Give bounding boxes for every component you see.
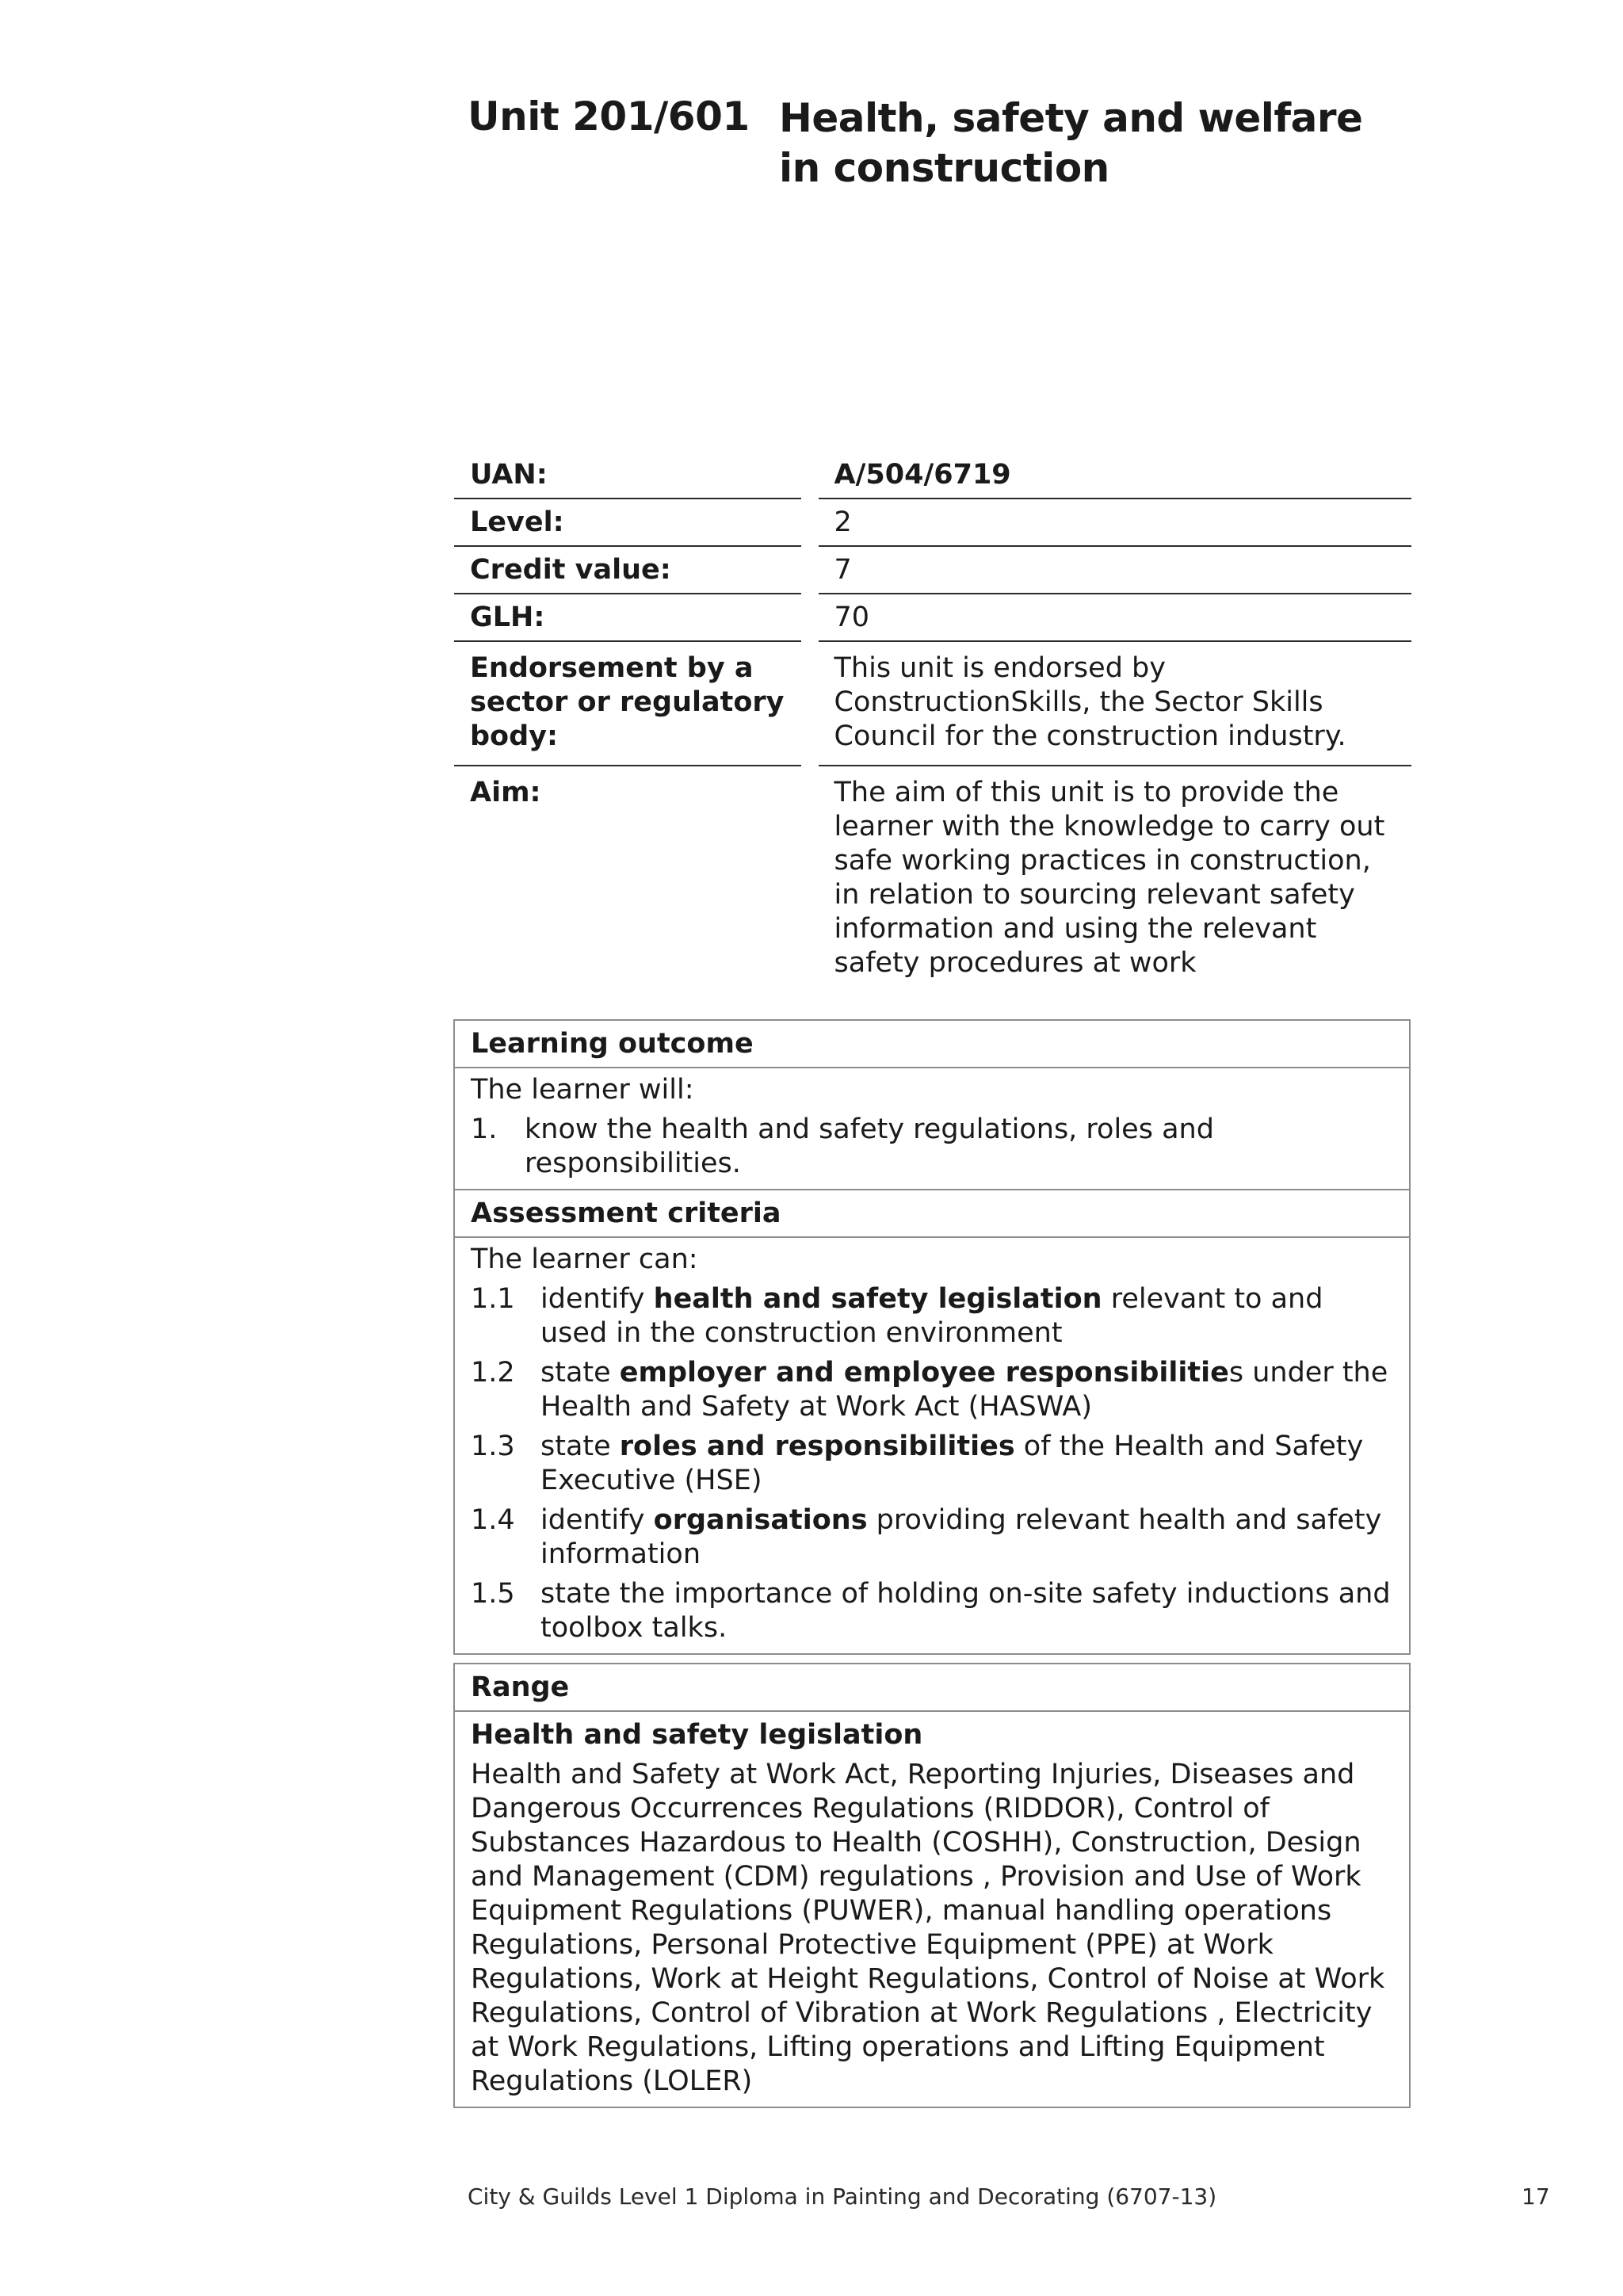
unit-info-table [454, 452, 1411, 991]
glh-label: GLH: [454, 594, 801, 641]
criterion-1-3 [471, 1430, 1393, 1498]
range-body [455, 1710, 1409, 2107]
outcome-item [471, 1113, 1393, 1181]
uan-label: UAN: [454, 452, 801, 499]
unit-number: Unit 201/601 [468, 94, 750, 139]
criterion-text: state the importance of holding on-site safety inductions and toolbox talks. [540, 1578, 1391, 1644]
level-value: 2 [819, 499, 1411, 546]
info-row-endorsement [454, 641, 1411, 766]
criterion-1-5 [471, 1577, 1393, 1645]
assessment-criteria-heading: Assessment criteria [455, 1189, 1409, 1236]
info-row-level [454, 499, 1411, 546]
info-row-uan [454, 452, 1411, 499]
criterion-text: state roles and responsibilities of the Health and Safety Executive (HSE) [540, 1431, 1364, 1496]
info-row-credit [454, 546, 1411, 594]
credit-label: Credit value: [454, 546, 801, 594]
outcome-text: know the health and safety regulations, roles and responsibilities. [525, 1114, 1214, 1179]
aim-value: The aim of this unit is to provide the learner with the knowledge to carry out safe working practices in construction, in relation to sourcing relevant safety information and using the relevant safety procedures at work [834, 777, 1385, 979]
range-box [453, 1663, 1411, 2108]
credit-value: 7 [819, 546, 1411, 594]
criterion-1-2 [471, 1356, 1393, 1424]
range-heading: Range [471, 1671, 570, 1703]
learner-can-text: The learner can: [471, 1244, 698, 1275]
criterion-number: 1.1 [471, 1283, 515, 1315]
unit-title: Health, safety and welfare in construction [779, 95, 1363, 191]
criterion-1-4 [471, 1503, 1393, 1572]
range-subheading: Health and safety legislation [471, 1719, 923, 1751]
criterion-number: 1.4 [471, 1504, 515, 1536]
info-row-aim [454, 766, 1411, 991]
criterion-text: state employer and employee responsibilities under the Health and Safety at Work Act (HASWA) [540, 1357, 1388, 1423]
footer-text: City & Guilds Level 1 Diploma in Painting and Decorating (6707-13) [468, 2183, 1217, 2210]
learning-outcome-heading: Learning outcome [471, 1028, 754, 1060]
aim-label: Aim: [470, 777, 541, 808]
criterion-text: identify organisations providing relevant health and safety information [540, 1504, 1382, 1570]
criterion-number: 1.2 [471, 1357, 515, 1389]
learning-outcome-body [455, 1067, 1409, 1189]
endorsement-label: Endorsement by a sector or regulatory body: [454, 641, 801, 766]
uan-value: A/504/6719 [819, 452, 1411, 499]
range-text: Health and Safety at Work Act, Reporting Injuries, Diseases and Dangerous Occurrences Regulations (RIDDOR), Control of Substances Hazardous to Health (COSHH), Construction, Design and Management (CDM) regulations , Provision and Use of Work Equipment Regulations (PUWER), manual handling operations Regulations, Personal Protective Equipment (PPE) at Work Regulations, Work at Height Regulations, Control of Noise at Work Regulations, Control of Vibration at Work Regulations , Electricity at Work Regulations, Lifting operations and Lifting Equipment Regulations (LOLER) [471, 1759, 1385, 2097]
glh-value: 70 [819, 594, 1411, 641]
outcome-number: 1. [471, 1114, 498, 1145]
learning-outcome-box [453, 1019, 1411, 1655]
info-row-glh [454, 594, 1411, 641]
assessment-criteria-body [455, 1236, 1409, 1653]
criterion-1-1 [471, 1282, 1393, 1350]
learner-will-text: The learner will: [471, 1074, 694, 1106]
criterion-text: identify health and safety legislation relevant to and used in the construction environment [540, 1283, 1323, 1349]
criterion-number: 1.3 [471, 1431, 515, 1462]
page-number: 17 [1522, 2183, 1550, 2210]
endorsement-value: This unit is endorsed by ConstructionSkills, the Sector Skills Council for the construction industry. [819, 641, 1411, 766]
level-label: Level: [454, 499, 801, 546]
criterion-number: 1.5 [471, 1578, 515, 1610]
